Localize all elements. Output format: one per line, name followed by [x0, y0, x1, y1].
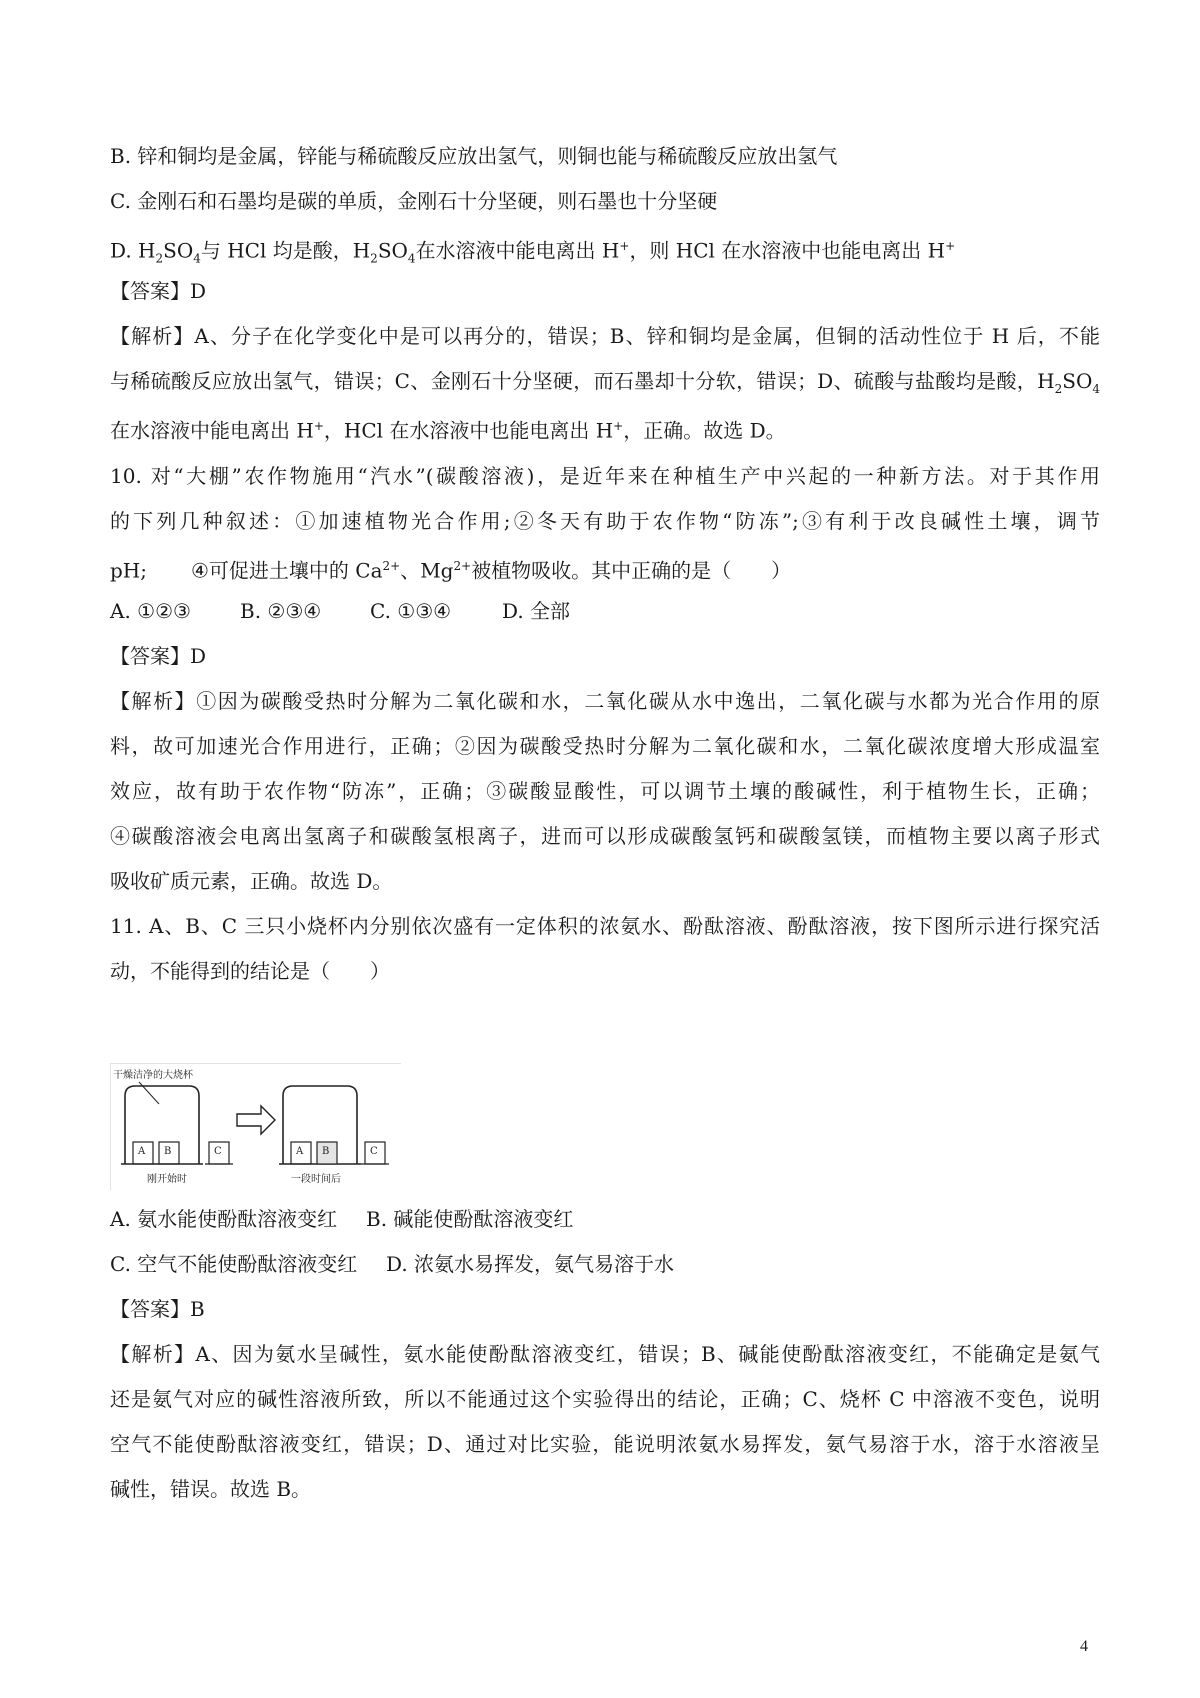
q11-analysis-line-4: 碱性，错误。故选 B。	[110, 1477, 312, 1501]
experiment-diagram	[111, 1064, 401, 1190]
beaker-b-label: B	[164, 1146, 172, 1157]
beaker-c-label-after: C	[370, 1146, 378, 1157]
q10-option-a: A. ①②③	[110, 599, 191, 623]
q10-stem-line-1: 10. 对“大棚”农作物施用“汽水”(碳酸溶液)，是近年来在种植生产中兴起的一种新方法。对于其作用	[110, 464, 1100, 488]
q11-analysis-line-2: 还是氨气对应的碱性溶液所致，所以不能通过这个实验得出的结论，正确；C、烧杯 C 中溶液不变色，说明	[110, 1387, 1100, 1411]
experiment-figure	[110, 1063, 401, 1190]
q10-analysis-line-3: 效应，故有助于农作物“防冻”，正确；③碳酸显酸性，可以调节土壤的酸碱性，利于植物生长，正确；	[110, 779, 1100, 803]
q10-analysis-line-5: 吸收矿质元素，正确。故选 D。	[110, 869, 393, 893]
q9-analysis-line-2: 与稀硫酸反应放出氢气，错误；C、金刚石十分坚硬，而石墨却十分软，错误；D、硫酸与盐酸均是酸，$H_2SO_4$	[110, 369, 1100, 396]
q11-option-b: B. 碱能使酚酞溶液变红	[366, 1207, 574, 1231]
q10-analysis-line-2: 料，故可加速光合作用进行，正确；②因为碳酸受热时分解为二氧化碳和水，二氧化碳浓度增大形成温室	[110, 734, 1100, 758]
q9-option-b: B. 锌和铜均是金属，锌能与稀硫酸反应放出氢气，则铜也能与稀硫酸反应放出氢气	[110, 144, 838, 168]
q9-analysis-line-3: 在水溶液中能电离出 H+，HCl 在水溶液中也能电离出 H+，正确。故选 D。	[110, 418, 786, 443]
q10-option-d: D. 全部	[502, 599, 571, 623]
q10-option-b: B. ②③④	[240, 599, 322, 623]
q9-analysis-line-1: 【解析】A、分子在化学变化中是可以再分的，错误；B、锌和铜均是金属，但铜的活动性位于 H 后，不能	[110, 324, 1100, 348]
big-beaker-label: 干燥洁净的大烧杯	[113, 1070, 193, 1081]
arrow-icon	[237, 1106, 275, 1134]
q11-option-a: A. 氨水能使酚酞溶液变红	[110, 1207, 338, 1231]
q10-stem-line-2: 的下列几种叙述：①加速植物光合作用;②冬天有助于农作物“防冻”;③有利于改良碱性土壤，调节	[110, 509, 1100, 533]
q9-answer: 【答案】D	[110, 279, 207, 303]
q11-stem-line-2: 动，不能得到的结论是（ ）	[110, 959, 390, 983]
start-label: 刚开始时	[147, 1174, 187, 1185]
q11-option-c: C. 空气不能使酚酞溶液变红	[110, 1252, 358, 1276]
q10-analysis-line-4: ④碳酸溶液会电离出氢离子和碳酸氢根离子，进而可以形成碳酸氢钙和碳酸氢镁，而植物主要以离子形式	[110, 824, 1100, 848]
q9-option-c: C. 金刚石和石墨均是碳的单质，金刚石十分坚硬，则石墨也十分坚硬	[110, 189, 718, 213]
q11-analysis-line-1: 【解析】A、因为氨水呈碱性，氨水能使酚酞溶液变红，错误；B、碱能使酚酞溶液变红，不能确定是氨气	[110, 1342, 1100, 1366]
beaker-a-label: A	[138, 1146, 146, 1157]
beaker-a-label-after: A	[296, 1146, 304, 1157]
q10-analysis-line-1: 【解析】①因为碳酸受热时分解为二氧化碳和水，二氧化碳从水中逸出，二氧化碳与水都为光合作用的原	[110, 689, 1100, 713]
q11-option-d: D. 浓氨水易挥发，氨气易溶于水	[386, 1252, 675, 1276]
page-number: 4	[1080, 1638, 1088, 1655]
beaker-b-label-after: B	[322, 1146, 330, 1157]
q10-answer: 【答案】D	[110, 644, 207, 668]
big-beaker-left	[125, 1086, 199, 1164]
after-label: 一段时间后	[291, 1174, 341, 1185]
q11-answer: 【答案】B	[110, 1297, 205, 1321]
q11-analysis-line-3: 空气不能使酚酞溶液变红，错误；D、通过对比实验，能说明浓氨水易挥发，氨气易溶于水，溶于水溶液呈	[110, 1432, 1100, 1456]
beaker-c-label: C	[214, 1146, 222, 1157]
q11-stem-line-1: 11. A、B、C 三只小烧杯内分别依次盛有一定体积的浓氨水、酚酞溶液、酚酞溶液，按下图所示进行探究活	[110, 914, 1100, 938]
q10-option-c: C. ①③④	[370, 599, 452, 623]
q9-option-d: D. $H_2SO_4$与 HCl 均是酸，$H_2SO_4$在水溶液中能电离出 H+，则 HCl 在水溶液中也能电离出 H+	[110, 238, 956, 266]
q10-stem-line-3: pH; ④可促进土壤中的 $Ca^{2+}$、$Mg^{2+}$被植物吸收。其中正确的是（ ）	[110, 558, 792, 583]
